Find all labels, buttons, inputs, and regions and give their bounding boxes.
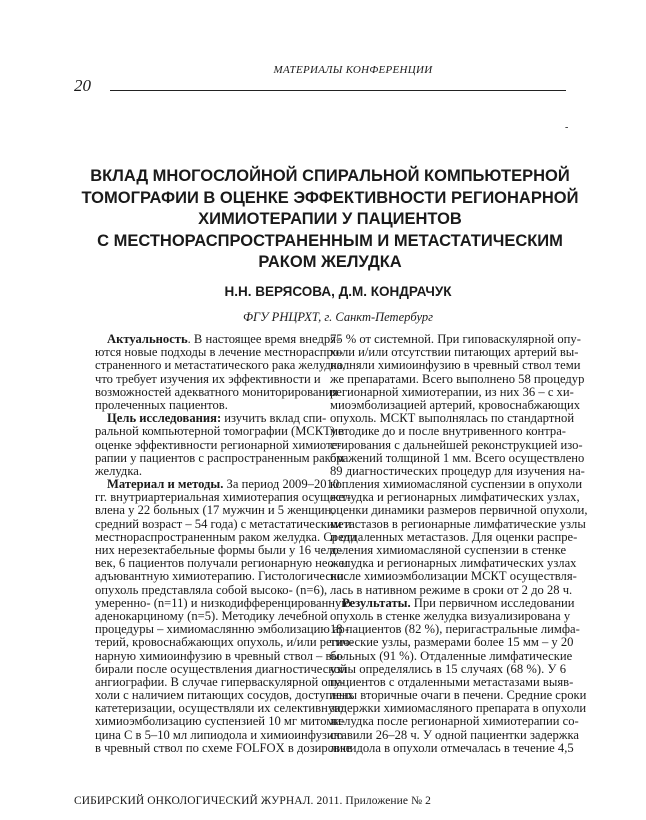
line-text: миоэмболизацией артерий, кровоснабжающих: [330, 397, 581, 412]
line-text: оценки динамики размеров первичной опухоли,: [330, 503, 588, 518]
line-text: За период 2009–2010: [223, 477, 340, 492]
line-text: узлы определялись в 15 случаях (68 %). У 6: [330, 661, 566, 676]
line-text: них нерезектабельные формы были у 16 чело-: [95, 543, 343, 557]
line-text: после химиоэмболизации МСКТ осуществля-: [330, 569, 577, 584]
article-title: [60, 166, 600, 274]
line-text: гг. внутриартериальная химиотерапия осущест-: [95, 490, 352, 505]
line-text: страненного и метастатического рака желудка,: [95, 358, 346, 373]
line-text: желудка.: [95, 463, 142, 478]
line-text: цина С в 5–10 мл липиодола и химиоинфузию: [95, 727, 344, 742]
section-heading: Результаты.: [342, 595, 411, 610]
header-rule: [110, 90, 566, 91]
section-heading: Актуальность: [107, 332, 188, 346]
text-line: [330, 740, 574, 755]
line-text: лены вторичные очаги в печени. Средние сроки: [330, 688, 587, 703]
line-text: опухоль представляла собой высоко- (n=6),: [95, 582, 328, 597]
right-column: [330, 332, 588, 755]
text-line: [95, 740, 352, 755]
line-text: влена у 22 больных (17 мужчин и 5 женщин,: [95, 503, 335, 518]
line-text: век, 6 пациентов получали регионарную нео- и: [95, 556, 348, 571]
authors: Н.Н. ВЕРЯСОВА, Д.М. КОНДРАЧУК: [224, 284, 452, 299]
line-text: ются новые подходы в лечение местнораспро-: [95, 345, 344, 360]
line-text: возможностей адекватного мониторирования: [95, 384, 338, 399]
line-text: адъювантную химиотерапию. Гистологически: [95, 569, 344, 584]
journal-footer: СИБИРСКИЙ ОНКОЛОГИЧЕСКИЙ ЖУРНАЛ. 2011. Приложение № 2: [74, 795, 432, 807]
line-text: . В настоящее время внедря-: [187, 332, 341, 346]
margin-mark: -: [565, 122, 569, 133]
line-text: умеренно- (n=11) и низкодифференцированную: [95, 595, 351, 610]
title-line: ТОМОГРАФИИ В ОЦЕНКЕ ЭФФЕКТИВНОСТИ РЕГИОНАРНОЙ: [81, 188, 579, 207]
line-text: задержки химиомасляного препарата в опухоли: [330, 701, 587, 716]
line-text: ставили 26–28 ч. У одной пациентки задержка: [330, 727, 580, 742]
line-text: холи с наличием питающих сосудов, доступных: [95, 688, 354, 703]
line-text: стирования с дальнейшей реконструкцией изо-: [330, 437, 583, 452]
line-text: пациентов с отдаленными метастазами выяв-: [330, 674, 574, 689]
line-text: опухоль. МСКТ выполнялась по стандартной: [330, 411, 575, 426]
line-text: изучить вклад спи-: [221, 411, 327, 426]
line-text: же препаратами. Всего выполнено 58 процедур: [330, 371, 585, 386]
line-text: метастазов в регионарные лимфатические узлы: [330, 516, 586, 531]
line-text: пролеченных пациентов.: [95, 397, 228, 412]
line-text: 18 пациентов (82 %), перигастральные лимфа-: [330, 622, 580, 637]
line-text: средний возраст – 54 года) с метастатическим и: [95, 516, 352, 531]
section-heading: Материал и методы.: [107, 477, 224, 492]
line-text: что требует изучения их эффективности и: [95, 371, 321, 386]
line-text: ральной компьютерной томографии (МСКТ) в: [95, 424, 345, 439]
line-text: копления химиомасляной суспензии в опухоли: [330, 477, 583, 492]
title-line: ХИМИОТЕРАПИИ У ПАЦИЕНТОВ: [198, 210, 462, 228]
line-text: желудка после регионарной химиотерапии со-: [330, 714, 579, 729]
line-text: рапии у пациентов с распространенным раком: [95, 450, 345, 465]
line-text: местнораспространенным раком желудка. Среди: [95, 529, 357, 544]
page-number: 20: [74, 76, 91, 95]
line-text: химиоэмболизацию суспензией 10 мг митоми-: [95, 714, 346, 729]
line-text: липидола в опухоли отмечалась в течение 4,5: [330, 740, 574, 755]
line-text: опухоль в стенке желудка визуализирована у: [330, 608, 571, 623]
line-text: катетеризации, осуществляли их селективную: [95, 701, 344, 716]
line-text: регионарной химиотерапии, из них 36 – с хи-: [330, 384, 574, 399]
line-text: терий, кровоснабжающих опухоль, и/или регио-: [95, 635, 354, 650]
line-text: тические узлы, размерами более 15 мм – у 20: [330, 635, 574, 650]
line-text: бражений толщиной 1 мм. Всего осуществлено: [330, 450, 585, 465]
running-header: МАТЕРИАЛЫ КОНФЕРЕНЦИИ: [273, 64, 433, 76]
title-line: РАКОМ ЖЕЛУДКА: [258, 253, 402, 271]
line-text: полняли химиоинфузию в чревный ствол теми: [330, 358, 581, 373]
line-text: бирали после осуществления диагностической: [95, 661, 347, 676]
line-text: желудка и регионарных лимфатических узлах,: [330, 490, 580, 505]
line-text: ангиографии. В случае гиперваскулярной опу-: [95, 674, 345, 689]
line-text: 89 диагностических процедур для изучения на-: [330, 463, 585, 478]
line-text: нарную химиоинфузию в чревный ствол – вы-: [95, 648, 345, 663]
line-text: оценке эффективности регионарной химиоте-: [95, 437, 342, 452]
line-text: деления химиомасляной суспензии в стенке: [330, 543, 567, 557]
title-line: С МЕСТНОРАСПРОСТРАНЕННЫМ И МЕТАСТАТИЧЕСКИМ: [97, 231, 563, 250]
line-text: лась в нативном режиме в сроки от 2 до 28 ч.: [330, 582, 573, 597]
line-text: аденокарциному (n=5). Методику лечебной: [95, 608, 328, 623]
affiliation: ФГУ РНЦРХТ, г. Санкт-Петербург: [242, 310, 434, 324]
line-text: холи и/или отсутствии питающих артерий вы-: [330, 345, 579, 360]
section-heading: Цель исследования:: [107, 411, 222, 426]
title-line: ВКЛАД МНОГОСЛОЙНОЙ СПИРАЛЬНОЙ КОМПЬЮТЕРНОЙ: [90, 167, 570, 185]
line-text: При первичном исследовании: [410, 595, 575, 610]
line-text: желудка и регионарных лимфатических узлах: [330, 556, 577, 571]
line-text: в чревный ствол по схеме FOLFOX в дозировке: [95, 740, 352, 755]
line-text: и отдаленных метастазов. Для оценки распре-: [330, 529, 578, 544]
line-text: методике до и после внутривенного контра-: [330, 424, 566, 439]
line-text: больных (91 %). Отдаленные лимфатические: [330, 648, 573, 663]
line-text: 75 % от системной. При гиповаскулярной опу-: [330, 332, 581, 346]
left-column: [95, 332, 357, 755]
line-text: процедуры – химиомаслянню эмболизацию ар-: [95, 622, 350, 637]
